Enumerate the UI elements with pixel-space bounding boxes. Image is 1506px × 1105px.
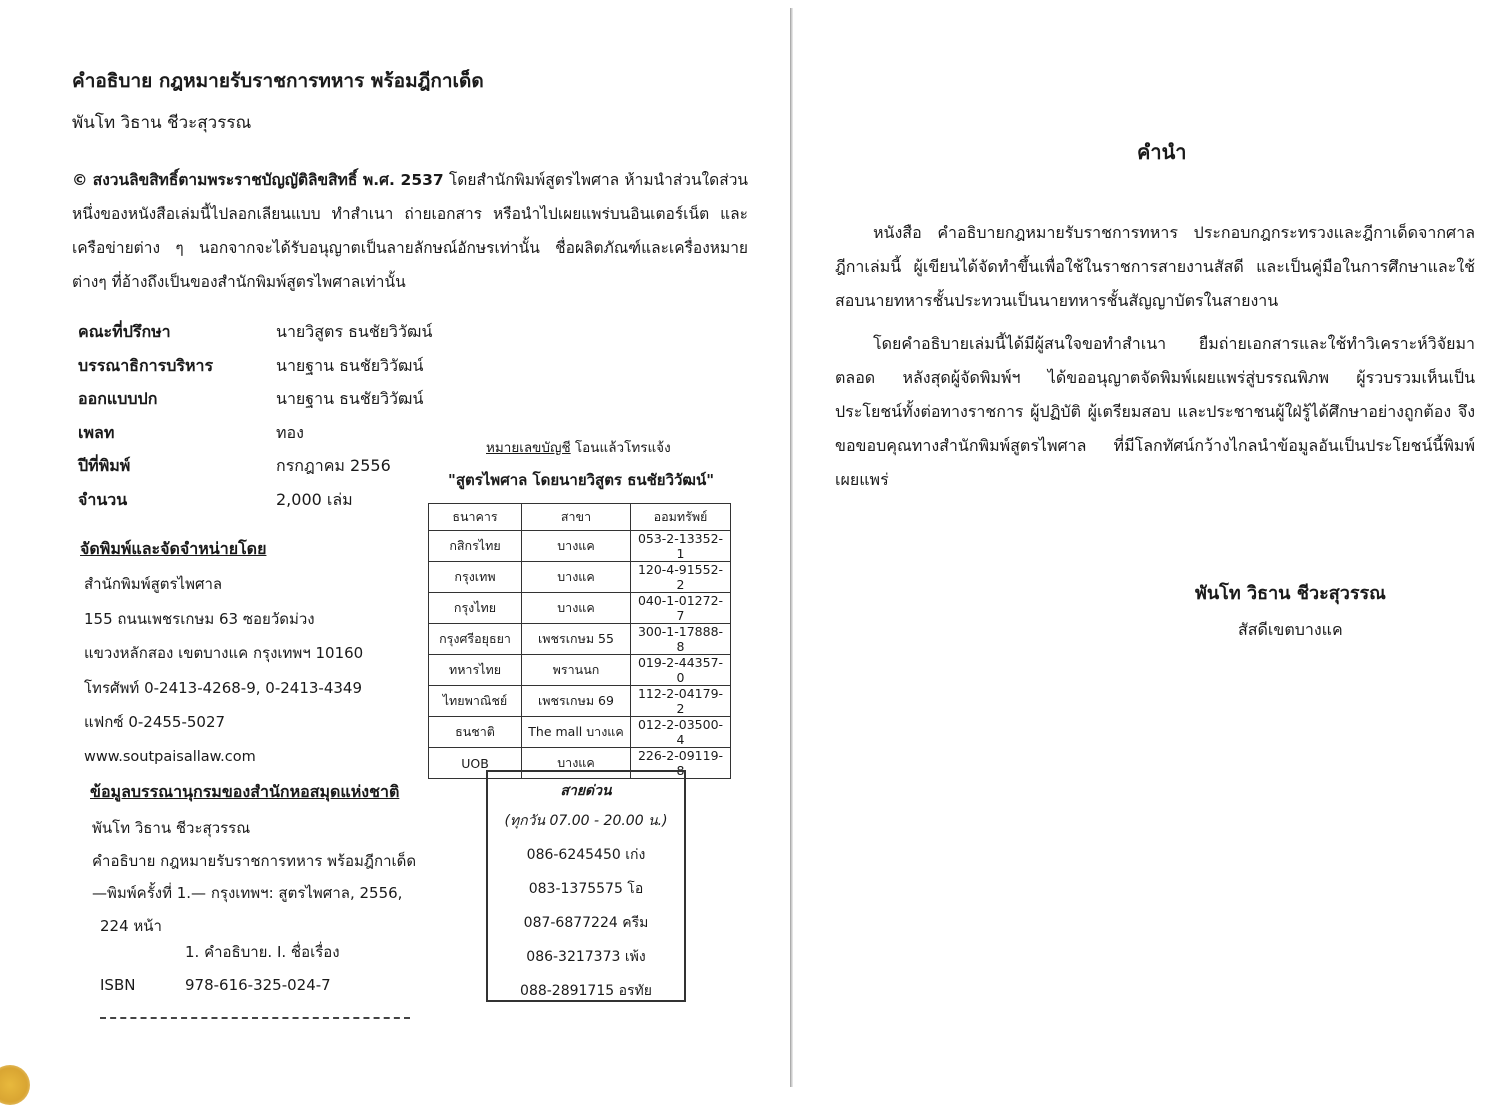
cell-account: 226-2-09119-8	[631, 748, 731, 779]
table-row	[429, 562, 731, 593]
cell-branch: เพชรเกษม 69	[522, 686, 631, 717]
credit-label: บรรณาธิการบริหาร	[78, 355, 214, 375]
cell-account: 019-2-44357-0	[631, 655, 731, 686]
bank-accounts-table	[428, 503, 731, 779]
credit-value: นายฐาน ธนชัยวิวัฒน์	[276, 389, 424, 409]
credit-row	[78, 417, 432, 451]
foreword-title: คำนำ	[1137, 140, 1187, 164]
publisher-address-line1: 155 ถนนเพชรเกษม 63 ซอยวัดม่วง	[84, 609, 315, 628]
cip-subject: 1. คำอธิบาย. I. ชื่อเรื่อง	[185, 943, 340, 961]
cell-account: 040-1-01272-7	[631, 593, 731, 624]
cell-branch: พรานนก	[522, 655, 631, 686]
table-row	[429, 531, 731, 562]
credit-row	[78, 350, 432, 384]
credit-row	[78, 316, 432, 350]
cell-account: 300-1-17888-8	[631, 624, 731, 655]
credit-value: ทอง	[276, 422, 304, 442]
cip-pages: 224 หน้า	[100, 916, 162, 935]
hotline-phone: 086-3217373 เพ้ง	[526, 949, 646, 965]
hotline-title: สายด่วน	[560, 783, 612, 799]
cell-account: 012-2-03500-4	[631, 717, 731, 748]
dashed-divider	[100, 1017, 410, 1019]
credits-list	[78, 316, 432, 517]
table-row	[429, 686, 731, 717]
book-spine-divider	[790, 8, 793, 1087]
cell-bank: กสิกรไทย	[429, 531, 522, 562]
cell-branch: บางแค	[522, 531, 631, 562]
cell-account: 120-4-91552-2	[631, 562, 731, 593]
hotline-phone: 083-1375575 โอ	[528, 881, 644, 897]
publisher-heading: จัดพิมพ์และจัดจำหน่ายโดย	[80, 539, 267, 558]
cell-bank: กรุงศรีอยุธยา	[429, 624, 522, 655]
credit-label: จำนวน	[78, 489, 128, 509]
cip-author: พันโท วิธาน ชีวะสุวรรณ	[92, 819, 251, 837]
table-row	[429, 717, 731, 748]
table-row	[429, 624, 731, 655]
account-number-label: หมายเลขบัญชี	[486, 440, 571, 456]
isbn-value: 978-616-325-024-7	[185, 976, 331, 994]
hotline-phone: 088-2891715 อรทัย	[520, 983, 652, 999]
column-header-branch: สาขา	[522, 504, 631, 531]
column-header-savings: ออมทรัพย์	[631, 504, 731, 531]
publisher-website: www.soutpaisallaw.com	[84, 748, 256, 765]
publisher-name: สำนักพิมพ์สูตรไพศาล	[84, 575, 223, 593]
cip-title: คำอธิบาย กฎหมายรับราชการทหาร พร้อมฎีกาเด็ด	[92, 851, 417, 870]
credit-label: คณะที่ปรึกษา	[78, 322, 171, 342]
copyright-lead: สงวนลิขสิทธิ์ตามพระราชบัญญัติลิขสิทธิ์ พ.ศ. 2537	[92, 171, 444, 189]
credit-value: นายวิสูตร ธนชัยวิวัฒน์	[276, 322, 433, 342]
cip-heading: ข้อมูลบรรณานุกรมของสำนักหอสมุดแห่งชาติ	[90, 782, 400, 801]
credit-row	[78, 450, 432, 484]
hotline-phone: 086-6245450 เก่ง	[526, 847, 646, 863]
cip-edition: —พิมพ์ครั้งที่ 1.— กรุงเทพฯ: สูตรไพศาล, 2556,	[92, 884, 403, 902]
hotline-phone: 087-6877224 ครีม	[523, 915, 649, 931]
cell-bank: ไทยพาณิชย์	[429, 686, 522, 717]
publisher-phone: โทรศัพท์ 0-2413-4268-9, 0-2413-4349	[84, 678, 362, 697]
hotline-box	[486, 770, 686, 1002]
credit-value: กรกฎาคม 2556	[276, 456, 391, 476]
cell-branch: บางแค	[522, 562, 631, 593]
signature-name: พันโท วิธาน ชีวะสุวรรณ	[1195, 583, 1386, 604]
credit-row	[78, 383, 432, 417]
credit-label: ปีที่พิมพ์	[78, 456, 131, 476]
cell-branch: บางแค	[522, 748, 631, 779]
hotline-hours: (ทุกวัน 07.00 - 20.00 น.)	[504, 813, 668, 829]
credit-value: 2,000 เล่ม	[276, 489, 353, 509]
column-header-bank: ธนาคาร	[429, 504, 522, 531]
cell-branch: เพชรเกษม 55	[522, 624, 631, 655]
table-header-row	[429, 504, 731, 531]
cip-info	[92, 812, 416, 942]
credit-row	[78, 484, 432, 518]
foreword-paragraph: หนังสือ คำอธิบายกฎหมายรับราชการทหาร ประกอบกฎกระทรวงและฎีกาเด็ดจากศาลฎีกาเล่มนี้ ผู้เขียนได้จัดทำขึ้นเพื่อใช้ในราชการสายงานสัสดี และเป็นคู่มือในการศึกษาและใช้สอบนายทหารชั้นประทวนเป็นนายทหารชั้นสัญญาบัตรในสายงาน	[835, 223, 1475, 310]
credit-value: นายฐาน ธนชัยวิวัฒน์	[276, 355, 424, 375]
credit-label: ออกแบบปก	[78, 389, 158, 409]
account-name: "สูตรไพศาล โดยนายวิสูตร ธนชัยวิวัฒน์"	[448, 471, 715, 489]
cell-bank: UOB	[429, 748, 522, 779]
cell-branch: บางแค	[522, 593, 631, 624]
publisher-address-line2: แขวงหลักสอง เขตบางแค กรุงเทพฯ 10160	[84, 644, 364, 662]
copyright-notice	[72, 163, 748, 299]
account-number-heading	[486, 436, 671, 458]
book-title: คำอธิบาย กฎหมายรับราชการทหาร พร้อมฎีกาเด็ด	[72, 70, 484, 92]
cell-bank: ธนชาติ	[429, 717, 522, 748]
isbn-label: ISBN	[100, 976, 136, 994]
publisher-fax: แฟกซ์ 0-2455-5027	[84, 713, 226, 731]
cell-branch: The mall บางแค	[522, 717, 631, 748]
foreword-body	[835, 216, 1475, 506]
credit-label: เพลท	[78, 422, 115, 442]
copyright-text: โดยสำนักพิมพ์สูตรไพศาล ห้ามนำส่วนใดส่วนหนึ่งของหนังสือเล่มนี้ไปลอกเลียนแบบ ทำสำเนา ถ่ายเอกสาร หรือนำไปเผยแพร่บนอินเตอร์เน็ต และเครือข่ายต่าง ๆ นอกจากจะได้รับอนุญาตเป็นลายลักษณ์อักษรเท่านั้น ชื่อผลิตภัณฑ์และเครื่องหมายต่างๆ ที่อ้างถึงเป็นของสำนักพิมพ์สูตรไพศาลเท่านั้น	[72, 171, 748, 291]
foreword-paragraph: โดยคำอธิบายเล่มนี้ได้มีผู้สนใจขอทำสำเนา ยืมถ่ายเอกสารและใช้ทำวิเคราะห์วิจัยมาตลอด หลังสุดผู้จัดพิมพ์ฯ ได้ขออนุญาตจัดพิมพ์เผยแพร่สู่บรรณพิภพ ผู้รวบรวมเห็นเป็นประโยชน์ทั้งต่อทางราชการ ผู้ปฏิบัติ ผู้เตรียมสอบ และประชาชนผู้ใฝ่รู้ได้ศึกษาอย่างถูกต้อง จึงขอขอบคุณทางสำนักพิมพ์สูตรไพศาล ที่มีโลกทัศน์กว้างไกลนำข้อมูลอันเป็นประโยชน์นี้พิมพ์เผยแพร่	[835, 334, 1475, 489]
table-row	[429, 655, 731, 686]
signature-position: สัสดีเขตบางแค	[1238, 620, 1343, 639]
copyright-symbol: ©	[72, 171, 88, 189]
cell-bank: กรุงไทย	[429, 593, 522, 624]
cell-account: 053-2-13352-1	[631, 531, 731, 562]
account-instruction: โอนแล้วโทรแจ้ง	[570, 440, 671, 456]
publisher-info	[84, 567, 363, 774]
table-row	[429, 593, 731, 624]
cell-bank: ทหารไทย	[429, 655, 522, 686]
cell-bank: กรุงเทพ	[429, 562, 522, 593]
book-author: พันโท วิธาน ชีวะสุวรรณ	[72, 113, 252, 133]
cell-account: 112-2-04179-2	[631, 686, 731, 717]
